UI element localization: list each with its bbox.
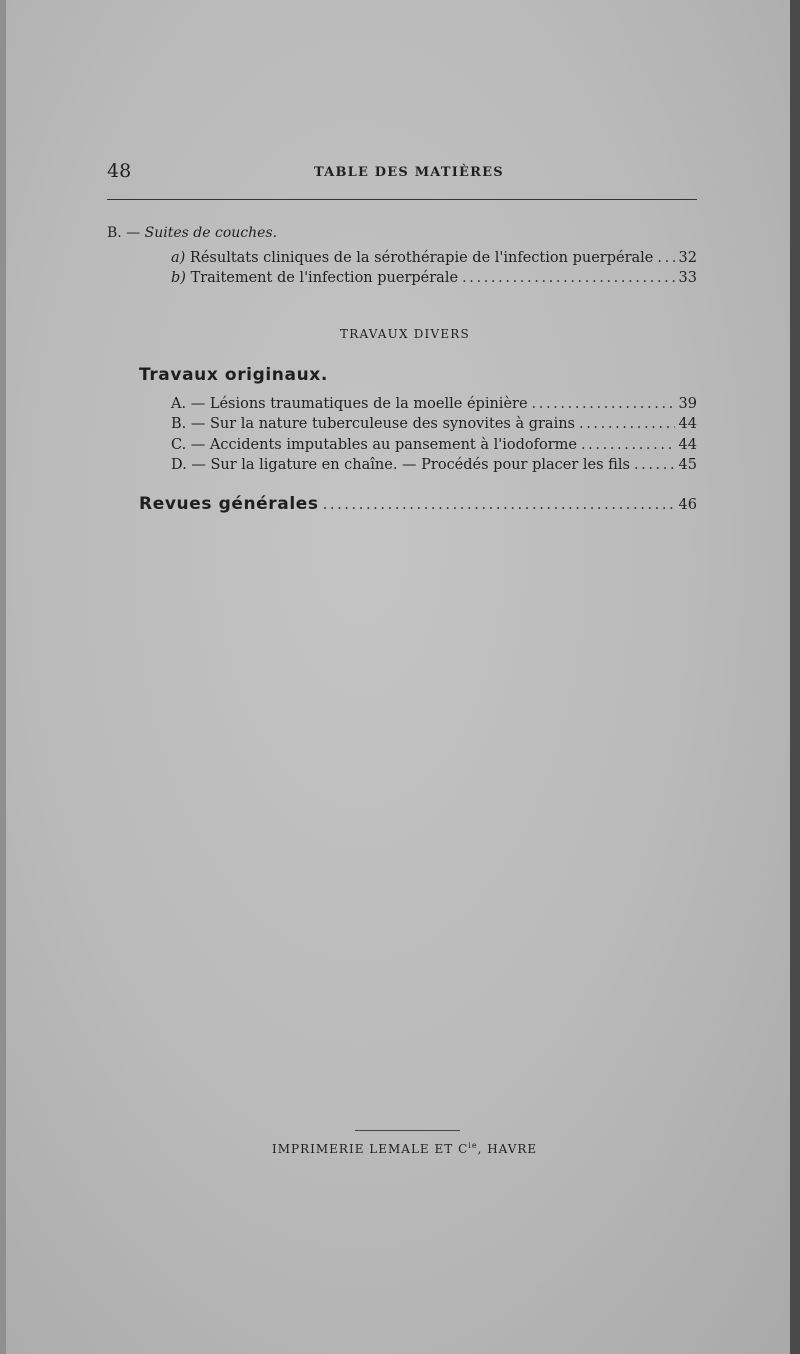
imprint-location: , HAVRE	[477, 1142, 538, 1156]
section-b-title: Suites de couches.	[144, 225, 278, 241]
dot-leader	[657, 250, 674, 266]
toc-entry	[171, 416, 697, 432]
toc-entry-page: 32	[678, 250, 697, 266]
printer-imprint	[272, 1141, 537, 1156]
toc-entry	[171, 457, 697, 473]
toc-entry-page: 44	[678, 437, 697, 453]
toc-entry-revues	[139, 494, 697, 514]
toc-entry-title: Traitement de l'infection puerpérale	[190, 270, 459, 286]
toc-entry-label: C. —	[171, 437, 206, 453]
toc-entry-label: B. —	[171, 416, 206, 432]
section-b-label: B. —	[107, 225, 141, 241]
toc-entry-page: 46	[678, 497, 697, 513]
toc-entry-title: Lésions traumatiques de la moelle épinière	[209, 396, 528, 412]
running-title: TABLE DES MATIÈRES	[314, 165, 504, 180]
toc-entry-text	[171, 396, 528, 412]
subsection-heading-originaux: Travaux originaux.	[139, 365, 328, 385]
toc-entry-text	[171, 270, 458, 286]
header-rule	[107, 199, 697, 200]
imprint-name: IMPRIMERIE LEMALE ET C	[272, 1142, 469, 1156]
dot-leader	[579, 416, 675, 432]
page-number: 48	[107, 160, 132, 182]
toc-entry-text	[171, 457, 630, 473]
page-right-edge	[790, 0, 800, 1354]
toc-entry-title: Sur la ligature en chaîne. — Procédés pour placer les fils	[210, 457, 630, 473]
toc-entry	[171, 396, 697, 412]
toc-entry-page: 33	[678, 270, 697, 286]
section-title-travaux-divers: TRAVAUX DIVERS	[340, 327, 470, 341]
toc-entry	[171, 437, 697, 453]
toc-entry-title: Sur la nature tuberculeuse des synovites à grains	[209, 416, 575, 432]
page-left-edge	[0, 0, 6, 1354]
toc-entry-text	[171, 437, 577, 453]
toc-entry	[171, 270, 697, 286]
dot-leader	[323, 497, 675, 513]
dot-leader	[581, 437, 675, 453]
footer-rule	[355, 1130, 460, 1131]
toc-entry-page: 45	[678, 457, 697, 473]
dot-leader	[634, 457, 675, 473]
toc-entry-title: Résultats cliniques de la sérothérapie de l'infection puerpérale	[189, 250, 654, 266]
toc-entry-label: A. —	[171, 396, 206, 412]
toc-entry-title: Accidents imputables au pansement à l'iodoforme	[209, 437, 577, 453]
toc-entry-text	[171, 250, 653, 266]
toc-entry-page: 39	[678, 396, 697, 412]
section-b-heading	[107, 225, 277, 241]
dot-leader	[532, 396, 675, 412]
subsection-heading-revues: Revues générales	[139, 494, 319, 514]
toc-entry	[171, 250, 697, 266]
imprint-superscript: ie	[468, 1141, 478, 1150]
toc-entry-marker: a)	[171, 250, 186, 266]
toc-entry-text	[171, 416, 575, 432]
dot-leader	[462, 270, 675, 286]
toc-entry-page: 44	[678, 416, 697, 432]
toc-entry-label: D. —	[171, 457, 206, 473]
toc-entry-marker: b)	[171, 270, 186, 286]
